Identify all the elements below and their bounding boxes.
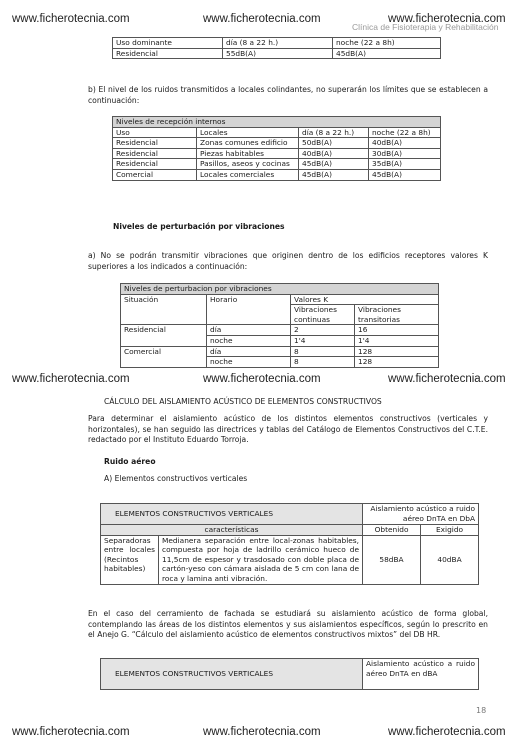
table-title-row bbox=[113, 117, 441, 128]
table-cell: Piezas habitables bbox=[197, 148, 299, 159]
watermark-top-left: www.ficherotecnia.com bbox=[12, 13, 130, 25]
table-cell: 16 bbox=[355, 325, 439, 336]
table-cell: Pasillos, aseos y cocinas bbox=[197, 159, 299, 170]
clinic-header: Clínica de Fisioterapia y Rehabilitación bbox=[352, 22, 499, 32]
table-cell: Residencial bbox=[121, 325, 207, 346]
watermark-top-right: www.ficherotecnia.com bbox=[388, 13, 506, 25]
column-header: noche (22 a 8h) bbox=[369, 127, 441, 138]
watermark-mid-right: www.ficherotecnia.com bbox=[388, 373, 506, 385]
table-title: Niveles de perturbacion por vibraciones bbox=[121, 284, 439, 295]
table-row bbox=[121, 346, 439, 357]
table-cell: noche bbox=[207, 335, 291, 346]
table-cell: Residencial bbox=[113, 138, 197, 149]
table-cell: día bbox=[207, 325, 291, 336]
column-header: Aislamiento acústico a ruido aéreo DnTA en dBA bbox=[363, 659, 479, 690]
table-cell: Uso dominante bbox=[113, 38, 223, 49]
column-header: Uso bbox=[113, 127, 197, 138]
heading-ruido-aereo: Ruido aéreo bbox=[104, 457, 156, 466]
table-cell: 2 bbox=[291, 325, 355, 336]
watermark-bottom-right: www.ficherotecnia.com bbox=[388, 726, 506, 738]
table-vibraciones bbox=[120, 283, 439, 368]
table-title: ELEMENTOS CONSTRUCTIVOS VERTICALES bbox=[101, 659, 363, 690]
column-header: Locales bbox=[197, 127, 299, 138]
table-cell: 45dB(A) bbox=[299, 159, 369, 170]
paragraph-b: b) El nivel de los ruidos transmitidos a locales colindantes, no superarán los límites que se establecen a continuación: bbox=[88, 85, 488, 105]
table-row bbox=[101, 535, 479, 584]
table-row bbox=[113, 138, 441, 149]
table-row bbox=[113, 38, 441, 49]
watermark-top-center: www.ficherotecnia.com bbox=[203, 13, 321, 25]
table-title-row bbox=[101, 659, 479, 690]
column-header: Situación bbox=[121, 294, 207, 325]
table-elementos-verticales bbox=[100, 503, 479, 585]
table-cell: Residencial bbox=[113, 148, 197, 159]
table-cell: Residencial bbox=[113, 48, 223, 59]
table-cell: noche (22 a 8h) bbox=[333, 38, 441, 49]
table-cell: Residencial bbox=[113, 159, 197, 170]
watermark-mid-left: www.ficherotecnia.com bbox=[12, 373, 130, 385]
table-row bbox=[113, 48, 441, 59]
table-cell: 45dB(A) bbox=[299, 169, 369, 180]
table-row bbox=[121, 325, 439, 336]
column-header: Exigido bbox=[421, 525, 479, 536]
page-number: 18 bbox=[476, 706, 487, 715]
column-header: Aislamiento acústico a ruido aéreo DnTA en DbA bbox=[363, 504, 479, 525]
table-cell: noche bbox=[207, 357, 291, 368]
column-header: Horario bbox=[207, 294, 291, 325]
table-cell: día bbox=[207, 346, 291, 357]
watermark-bottom-left: www.ficherotecnia.com bbox=[12, 726, 130, 738]
table-cell: 40dB(A) bbox=[299, 148, 369, 159]
table-row bbox=[113, 159, 441, 170]
heading-vibraciones: Niveles de perturbación por vibraciones bbox=[113, 222, 285, 231]
table-cell: Comercial bbox=[113, 169, 197, 180]
column-header: Vibraciones continuas bbox=[291, 305, 355, 325]
table-elementos-verticales-2 bbox=[100, 658, 479, 690]
table-cell: 128 bbox=[355, 346, 439, 357]
table-cell: Zonas comunes edificio bbox=[197, 138, 299, 149]
table-cell: 128 bbox=[355, 357, 439, 368]
table-cell: 45dB(A) bbox=[369, 169, 441, 180]
column-header: Obtenido bbox=[363, 525, 421, 536]
column-header: Valores K bbox=[291, 294, 439, 305]
table-header-row bbox=[113, 127, 441, 138]
table-cell: 40dB(A) bbox=[369, 138, 441, 149]
table-cell: 1'4 bbox=[291, 335, 355, 346]
column-header: día (8 a 22 h.) bbox=[299, 127, 369, 138]
table-cell: día (8 a 22 h.) bbox=[223, 38, 333, 49]
table-cell: Locales comerciales bbox=[197, 169, 299, 180]
table-title-row bbox=[121, 284, 439, 295]
table-cell: 8 bbox=[291, 346, 355, 357]
column-header: características bbox=[101, 525, 363, 536]
table-ruido-exterior bbox=[112, 37, 441, 59]
table-cell: 35dB(A) bbox=[369, 159, 441, 170]
table-cell: 40dBA bbox=[421, 535, 479, 584]
watermark-mid-center: www.ficherotecnia.com bbox=[203, 373, 321, 385]
paragraph-determinar: Para determinar el aislamiento acústico de los distintos elementos constructivos (verticales y horizontales), se han seguido las directrices y tablas del Catálogo de Elementos Constructivos del C.T.E. redactado por el Instituto Eduardo Torroja. bbox=[88, 414, 488, 444]
table-title: Niveles de recepción internos bbox=[113, 117, 441, 128]
table-header-row bbox=[101, 525, 479, 536]
table-cell: 30dB(A) bbox=[369, 148, 441, 159]
table-row bbox=[113, 148, 441, 159]
table-title-row bbox=[101, 504, 479, 525]
table-cell: Separadoras entre locales (Recintos habitables) bbox=[101, 535, 159, 584]
table-cell: 45dB(A) bbox=[333, 48, 441, 59]
paragraph-fachada: En el caso del cerramiento de fachada se estudiará su aislamiento acústico de forma global, contemplando las áreas de los distintos elementos y sus aislamientos específicos, según lo prescrito en el Anejo G. “Cálculo del aislamiento acústico de elementos constructivos mixtos” del DB HR. bbox=[88, 609, 488, 639]
table-row bbox=[113, 169, 441, 180]
table-cell: 1'4 bbox=[355, 335, 439, 346]
table-cell: Comercial bbox=[121, 346, 207, 367]
column-header: Vibraciones transitorias bbox=[355, 305, 439, 325]
table-cell: 55dB(A) bbox=[223, 48, 333, 59]
watermark-bottom-center: www.ficherotecnia.com bbox=[203, 726, 321, 738]
paragraph-a: a) No se podrán transmitir vibraciones que originen dentro de los edificios receptores valores K superiores a los indicados a continuación: bbox=[88, 251, 488, 271]
table-header-row bbox=[121, 294, 439, 305]
table-recepcion bbox=[112, 116, 441, 181]
subheading-verticales: A) Elementos constructivos verticales bbox=[104, 474, 248, 483]
section-title: CÁLCULO DEL AISLAMIENTO ACÚSTICO DE ELEMENTOS CONSTRUCTIVOS bbox=[104, 397, 382, 406]
table-cell: 50dB(A) bbox=[299, 138, 369, 149]
table-cell: Medianera separación entre local-zonas habitables, compuesta por hoja de ladrillo cerámico hueco de 11,5cm de espesor y trasdosado con doble placa de cartón-yeso con cámara aislada de 5 cm con lana de roca y lamina anti vibración. bbox=[159, 535, 363, 584]
table-cell: 58dBA bbox=[363, 535, 421, 584]
table-title: ELEMENTOS CONSTRUCTIVOS VERTICALES bbox=[101, 504, 363, 525]
table-cell: 8 bbox=[291, 357, 355, 368]
